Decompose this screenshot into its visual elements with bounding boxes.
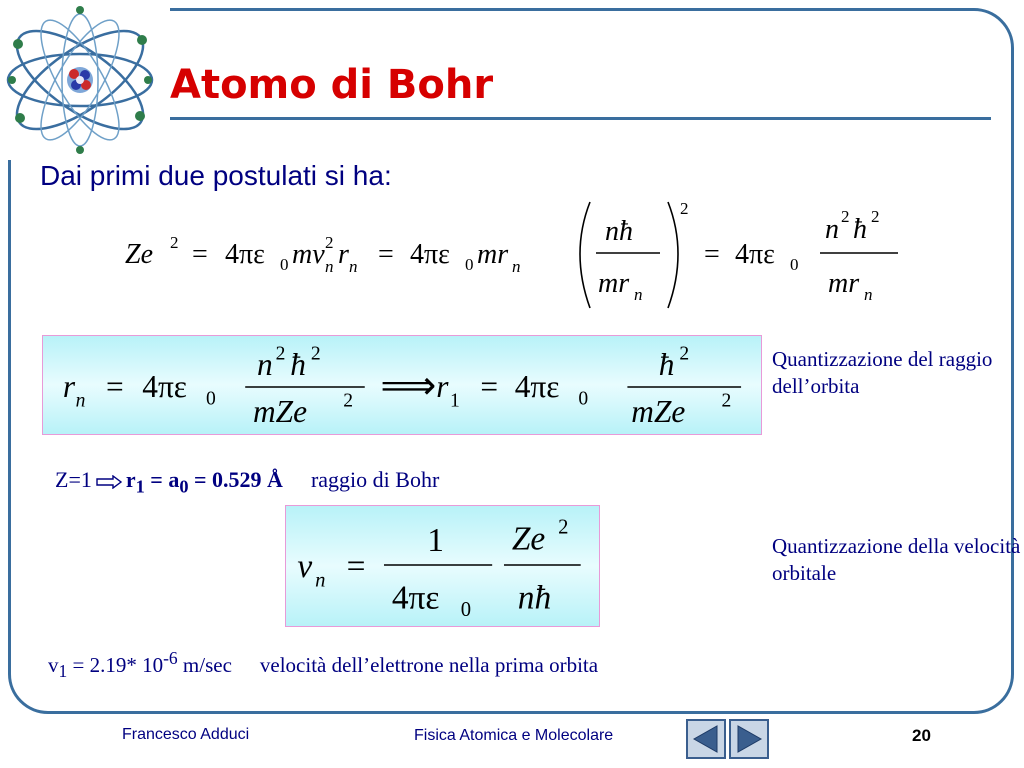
svg-text:2: 2 <box>721 390 732 412</box>
svg-text:n: n <box>864 285 873 304</box>
v1-exponent: -6 <box>163 648 178 668</box>
equation-radius <box>43 336 761 434</box>
svg-text:=: = <box>192 239 208 270</box>
svg-text:2: 2 <box>558 516 569 539</box>
svg-text:=: = <box>480 368 499 404</box>
svg-text:mv: mv <box>292 239 325 270</box>
svg-text:2: 2 <box>680 199 689 218</box>
svg-text:0: 0 <box>206 388 216 410</box>
svg-text:0: 0 <box>460 599 472 622</box>
bohr-radius-line <box>55 467 439 497</box>
a0-equals: = a <box>144 467 180 492</box>
svg-text:mZe: mZe <box>631 394 686 430</box>
svg-text:2: 2 <box>170 233 179 252</box>
velocity-formula-box <box>285 505 600 627</box>
svg-text:r: r <box>436 368 449 404</box>
svg-text:0: 0 <box>790 255 799 274</box>
svg-text:ħ: ħ <box>290 347 306 383</box>
svg-text:Ze: Ze <box>511 520 546 558</box>
previous-slide-button[interactable] <box>686 719 726 759</box>
svg-text:0: 0 <box>465 255 474 274</box>
svg-text:ħ: ħ <box>853 214 867 245</box>
r1-symbol: r <box>125 467 136 492</box>
svg-text:2: 2 <box>310 343 321 365</box>
svg-text:mr: mr <box>598 268 630 299</box>
svg-text:2: 2 <box>343 390 353 412</box>
slide-number: 20 <box>912 726 931 745</box>
intro-text: Dai primi due postulati si ha: <box>40 160 392 191</box>
svg-text:nħ: nħ <box>605 216 633 247</box>
svg-text:v: v <box>297 547 313 585</box>
velocity-value-line <box>48 648 598 682</box>
title-underline <box>165 117 991 120</box>
svg-text:4πε: 4πε <box>142 368 187 404</box>
implies-arrow-icon <box>96 475 122 489</box>
svg-text:mZe: mZe <box>253 394 308 430</box>
v1-unit: m/sec <box>177 653 232 677</box>
svg-text:n: n <box>512 257 521 276</box>
svg-text:=: = <box>346 547 366 585</box>
note-velocity-quantization: Quantizzazione della velocità orbitale <box>772 534 1021 585</box>
z-equals-one: Z=1 <box>55 467 92 492</box>
svg-text:2: 2 <box>871 207 880 226</box>
bohr-radius-value: = 0.529 Å <box>188 467 283 492</box>
triangle-left-icon <box>688 721 724 757</box>
svg-text:4πε: 4πε <box>391 579 440 617</box>
svg-text:4πε: 4πε <box>225 239 265 270</box>
svg-text:⟹: ⟹ <box>380 364 437 408</box>
svg-text:n: n <box>634 285 643 304</box>
footer-course: Fisica Atomica e Molecolare <box>414 727 614 744</box>
svg-text:n: n <box>256 347 273 383</box>
svg-text:r: r <box>338 239 349 270</box>
svg-text:2: 2 <box>841 207 850 226</box>
note-radius-quantization: Quantizzazione del raggio dell’orbita <box>772 347 993 398</box>
svg-text:n: n <box>349 257 358 276</box>
slide-title: Atomo di Bohr <box>170 62 494 108</box>
equation-velocity <box>286 506 599 626</box>
svg-text:4πε: 4πε <box>514 368 560 404</box>
svg-text:0: 0 <box>280 255 289 274</box>
svg-text:2: 2 <box>275 343 286 365</box>
svg-text:0: 0 <box>578 388 589 410</box>
equation-derivation <box>120 188 900 318</box>
svg-text:mr: mr <box>828 268 860 299</box>
svg-text:ħ: ħ <box>658 347 675 383</box>
v1-symbol: v <box>48 653 59 677</box>
svg-text:n: n <box>315 569 326 592</box>
svg-text:n: n <box>325 257 334 276</box>
v1-label: velocità dell’elettrone nella prima orbita <box>259 653 599 677</box>
r1-subscript: 1 <box>135 476 145 497</box>
svg-text:2: 2 <box>325 233 334 252</box>
svg-text:2: 2 <box>679 343 690 365</box>
svg-text:r: r <box>62 368 76 404</box>
next-slide-button[interactable] <box>729 719 769 759</box>
svg-text:=: = <box>704 239 720 270</box>
svg-text:=: = <box>378 239 394 270</box>
svg-text:=: = <box>106 368 124 404</box>
svg-text:n: n <box>75 390 86 412</box>
bohr-radius-label: raggio di Bohr <box>310 467 440 492</box>
a0-subscript: 0 <box>179 476 189 497</box>
svg-text:nħ: nħ <box>517 579 552 617</box>
v1-value: = 2.19* 10 <box>67 653 164 677</box>
atom-logo-icon <box>0 0 170 160</box>
svg-text:n: n <box>825 214 839 245</box>
svg-text:mr: mr <box>477 239 509 270</box>
footer-author: Francesco Adduci <box>122 726 250 743</box>
svg-text:4πε: 4πε <box>410 239 450 270</box>
svg-text:4πε: 4πε <box>735 239 775 270</box>
svg-text:Ze: Ze <box>125 239 153 270</box>
svg-text:1: 1 <box>450 390 460 412</box>
v1-subscript: 1 <box>58 661 68 682</box>
triangle-right-icon <box>731 721 767 757</box>
radius-formula-box <box>42 335 762 435</box>
svg-text:1: 1 <box>427 522 444 560</box>
